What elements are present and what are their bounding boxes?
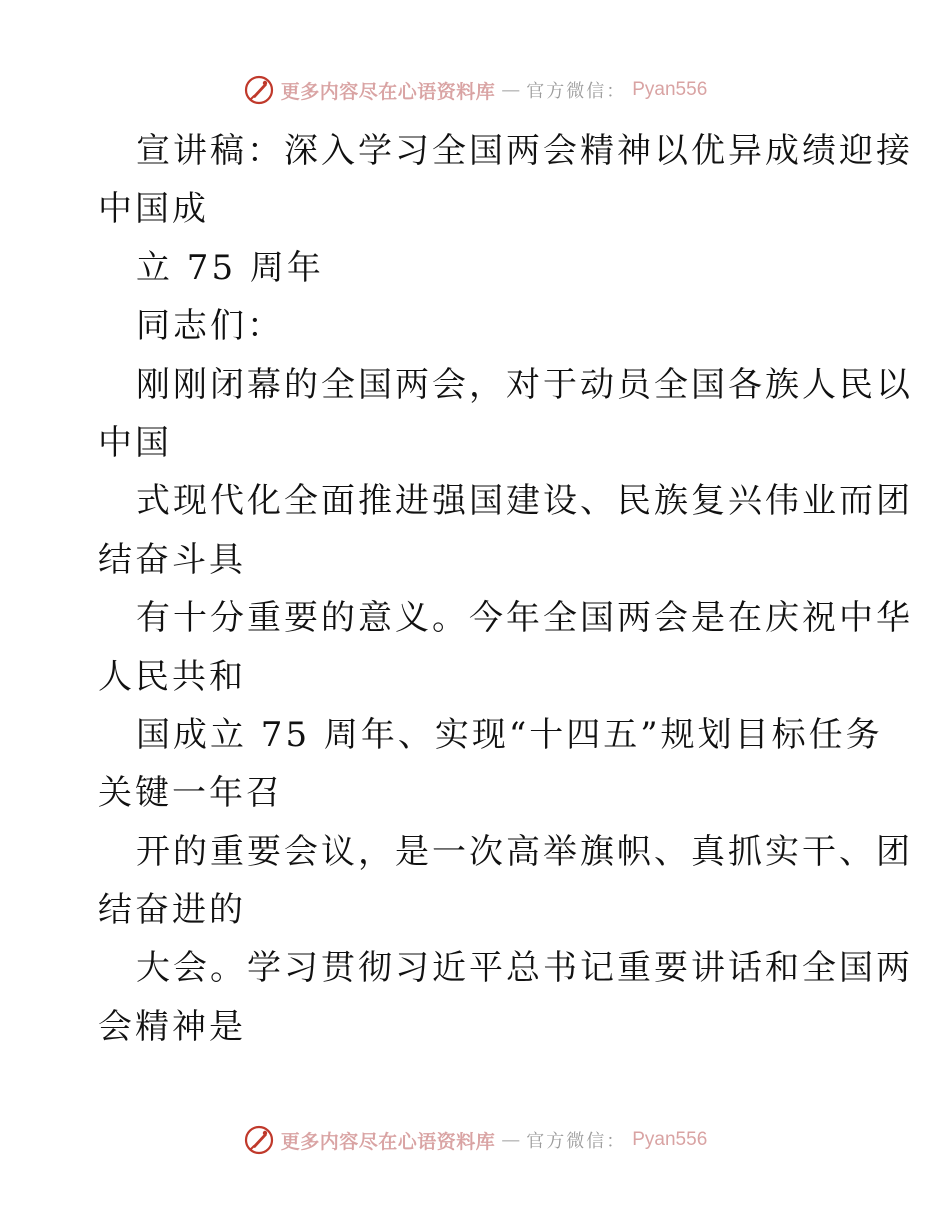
paragraph-line: 中国: [98, 422, 172, 463]
header-banner-content: [243, 74, 708, 106]
salutation-line: 同志们：: [136, 306, 284, 347]
header-banner-wechat-label: 官方微信：: [526, 81, 627, 102]
paragraph-line: 式现代化全面推进强国建设、民族复兴伟业而团: [136, 481, 913, 522]
document-body: [98, 122, 913, 1056]
header-banner: [0, 68, 950, 112]
footer-banner-content: [243, 1124, 708, 1156]
paragraph-line: 人民共和: [98, 656, 246, 697]
footer-banner-dash: —: [501, 1129, 521, 1151]
title-line-2: 中国成: [98, 189, 209, 230]
quill-logo-icon: [243, 1124, 275, 1156]
header-banner-dash: —: [501, 79, 521, 101]
paragraph-line: 开的重要会议，是一次高举旗帜、真抓实干、团: [136, 831, 913, 872]
paragraph-line: 关键一年召: [98, 773, 283, 814]
header-banner-wechat-id: Pyan556: [632, 79, 708, 100]
paragraph-line: 大会。学习贯彻习近平总书记重要讲话和全国两: [136, 948, 913, 989]
footer-banner-wechat-label: 官方微信：: [526, 1131, 627, 1152]
footer-banner: [0, 1118, 950, 1162]
title-line-3: 立 75 周年: [136, 247, 324, 288]
paragraph-line: 结奋进的: [98, 890, 246, 931]
header-banner-title: 更多内容尽在心语资料库: [280, 80, 496, 103]
quill-logo-icon: [243, 74, 275, 106]
paragraph-line: 刚刚闭幕的全国两会，对于动员全国各族人民以: [136, 364, 913, 405]
paragraph-line: 会精神是: [98, 1006, 246, 1047]
paragraph-line: 国成立 75 周年、实现“十四五”规划目标任务: [136, 714, 883, 755]
footer-banner-wechat-id: Pyan556: [632, 1129, 708, 1150]
paragraph-line: 结奋斗具: [98, 539, 246, 580]
paragraph-line: 有十分重要的意义。今年全国两会是在庆祝中华: [136, 598, 913, 639]
title-line-1: 宣讲稿：深入学习全国两会精神以优异成绩迎接: [136, 131, 913, 171]
footer-banner-title: 更多内容尽在心语资料库: [280, 1130, 496, 1153]
